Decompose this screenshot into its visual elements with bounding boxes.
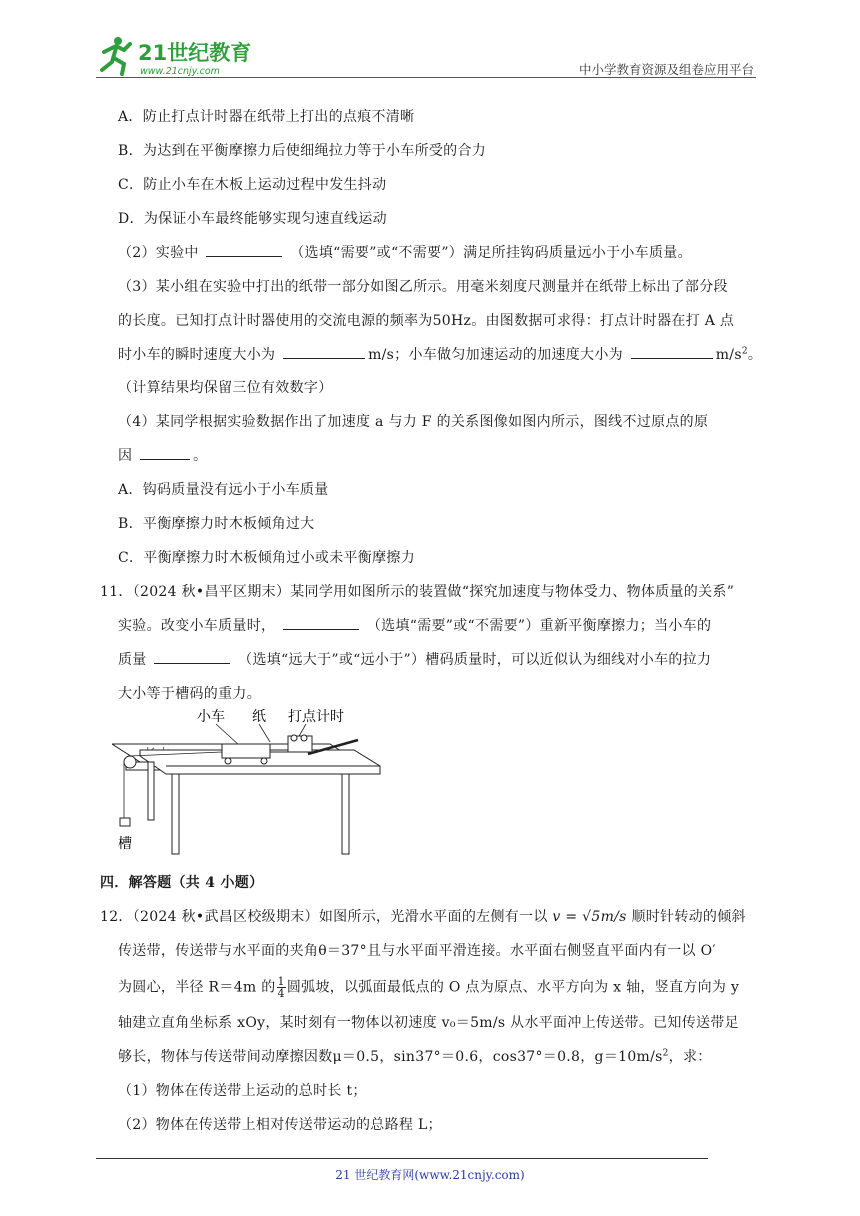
q10-part3-unit-sup: 2 — [741, 346, 748, 357]
q10-part4-option-b: B．平衡摩擦力时木板倾角过大 — [118, 516, 315, 532]
quarter-fraction — [277, 976, 286, 999]
label-car: 小车 — [197, 709, 225, 725]
q12-text-b: 顺时针转动的倾斜 — [631, 909, 746, 925]
weight-shape — [120, 818, 130, 826]
site-logo — [96, 32, 266, 78]
logo-sub: www.21cnjy.com — [140, 66, 220, 77]
fraction-den: 4 — [277, 987, 285, 1000]
q10-part4-line2 — [118, 445, 207, 465]
q11-line1: 11．（2024 秋•昌平区期末）某同学用如图所示的装置做“探究加速度与物体受力、物体质量的关系” — [100, 584, 735, 600]
platform-name: 中小学教育资源及组卷应用平台 — [578, 62, 754, 77]
q10-option-a: A．防止打点计时器在纸带上打出的点痕不清晰 — [118, 109, 415, 125]
label-timer: 打点计时 — [288, 709, 344, 725]
q12-line2: 传送带，传送带与水平面的夹角θ＝37°且与水平面平滑连接。水平面右侧竖直平面内有一以 O′ — [118, 943, 716, 959]
q12-unit-sup: 2 — [662, 1048, 669, 1059]
q12-text-a: 12．（2024 秋•武昌区校级期末）如图所示，光滑水平面的左侧有一以 — [100, 909, 548, 925]
answer-blank[interactable] — [283, 346, 365, 359]
q12-text-c: 为圆心，半径 R＝4m 的 — [118, 979, 276, 996]
q10-part3-text-a: 时小车的瞬时速度大小为 — [118, 347, 276, 363]
q12-text-d: 圆弧坡，以弧面最低点的 O 点为原点、水平方向为 x 轴，竖直方向为 y — [286, 979, 740, 996]
footer-text: 21 世纪教育网(www.21cnjy.com) — [335, 1168, 525, 1182]
label-paper: 纸 — [252, 709, 266, 725]
q12-text-f: ，求： — [668, 1049, 712, 1065]
label-slot: 槽 — [118, 836, 132, 852]
page-header — [96, 28, 756, 80]
answer-blank[interactable] — [631, 346, 713, 359]
q11-text-a: 实验。改变小车质量时， — [118, 618, 276, 634]
q12-sub2: （2）物体在传送带上相对传送带运动的总路程 L； — [118, 1117, 442, 1133]
q12-line5 — [118, 1046, 712, 1066]
q10-part3-line2: 的长度。已知打点计时器使用的交流电源的频率为50Hz。由图数据可求得：打点计时器在打 A 点 — [118, 313, 735, 329]
q11-line2 — [118, 615, 711, 635]
q11-text-d: （选填“远大于”或“远小于”）槽码质量时，可以近似认为细线对小车的拉力 — [238, 652, 712, 668]
q10-part3-text-d: 。 — [747, 347, 763, 363]
q10-part4-text-b: 。 — [193, 448, 208, 464]
q11-text-c: 质量 — [118, 652, 147, 668]
q10-part2-text-a: （2）实验中 — [118, 245, 199, 261]
q10-option-c: C．防止小车在木板上运动过程中发生抖动 — [118, 177, 387, 193]
q11-line3 — [118, 649, 711, 669]
q10-part3-unit: m/s — [715, 347, 742, 363]
fraction-num: 1 — [277, 975, 285, 988]
answer-blank[interactable] — [206, 244, 282, 257]
q10-part3-line4: （计算结果均保留三位有效数字） — [118, 380, 333, 396]
answer-blank[interactable] — [154, 651, 230, 664]
footer-divider — [96, 1158, 708, 1159]
q10-part2 — [118, 242, 692, 262]
q10-part3-line1: （3）某小组在实验中打出的纸带一部分如图乙所示。用毫米刻度尺测量并在纸带上标出了部分段 — [118, 279, 728, 295]
q12-line1 — [100, 906, 746, 926]
q12-text-e: 够长，物体与传送带间动摩擦因数μ＝0.5，sin37°＝0.6，cos37°＝0.8，g＝10m/s — [118, 1049, 663, 1065]
q10-part4-text-a: 因 — [118, 448, 133, 464]
q10-part3-line3 — [118, 344, 762, 364]
logo-text: 21世纪教育 — [138, 41, 252, 65]
q10-part4-line1: （4）某同学根据实验数据作出了加速度 a 与力 F 的关系图像如图内所示，图线不过原点的原 — [118, 414, 709, 430]
q12-velocity-expr: v = √5m/s — [552, 909, 627, 925]
pulley-shape — [124, 756, 136, 768]
q11-line4: 大小等于槽码的重力。 — [118, 686, 261, 702]
q11-text-b: （选填“需要”或“不需要”）重新平衡摩擦力；当小车的 — [366, 618, 712, 634]
q10-option-b: B．为达到在平衡摩擦力后使细绳拉力等于小车所受的合力 — [118, 143, 487, 159]
q10-option-d: D．为保证小车最终能够实现匀速直线运动 — [118, 211, 387, 227]
q10-part4-option-c: C．平衡摩擦力时木板倾角过小或未平衡摩擦力 — [118, 550, 416, 566]
q10-part3-text-b: m/s；小车做匀加速运动的加速度大小为 — [368, 347, 623, 363]
q10-part2-text-b: （选填“需要”或“不需要”）满足所挂钩码质量远小于小车质量。 — [290, 245, 692, 261]
q10-part4-option-a: A．钩码质量没有远小于小车质量 — [118, 482, 329, 498]
experiment-apparatus-figure — [112, 700, 382, 856]
section-title: 四．解答题（共 4 小题） — [100, 875, 264, 891]
header-divider — [96, 77, 756, 78]
q12-line4: 轴建立直角坐标系 xOy，某时刻有一物体以初速度 v₀＝5m/s 从水平面冲上传送带。已知传送带足 — [118, 1015, 739, 1031]
runner-icon — [102, 37, 130, 74]
answer-blank[interactable] — [283, 617, 359, 630]
car-shape — [222, 744, 270, 758]
q12-sub1: （1）物体在传送带上运动的总时长 t； — [118, 1083, 367, 1099]
answer-blank[interactable] — [140, 447, 190, 460]
q12-line3 — [118, 976, 739, 999]
